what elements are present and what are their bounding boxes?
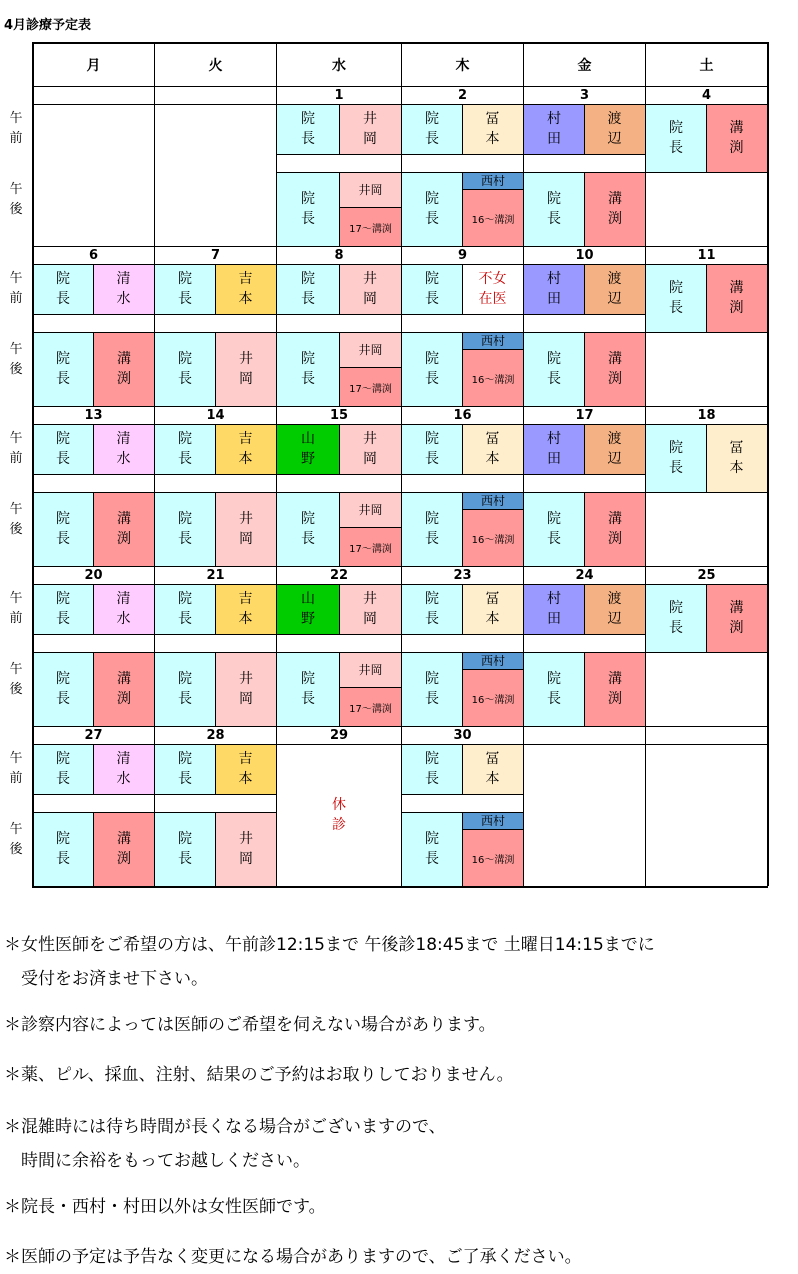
day-number — [33, 87, 154, 104]
day-number: 7 — [155, 247, 276, 264]
doctor-am-cell: 渡 辺 — [584, 584, 645, 634]
grid-line — [276, 42, 277, 886]
doctor-am-cell: 溝 渕 — [706, 584, 767, 652]
doctor-pm-cell: 院 長 — [33, 652, 93, 726]
doctor-pm-top: 井岡 — [340, 492, 401, 527]
grid-line — [706, 264, 707, 332]
day-number: 28 — [155, 727, 276, 744]
note-item: ＊診察内容によっては医師のご希望を伺えない場合があります。 — [4, 1015, 496, 1035]
doctor-am-cell: 院 長 — [33, 584, 93, 634]
doctor-am-cell: 院 長 — [155, 744, 215, 794]
day-number: 11 — [646, 247, 767, 264]
grid-line — [155, 332, 276, 333]
grid-line — [339, 424, 340, 474]
doctor-am-cell: 溝 渕 — [706, 264, 767, 332]
grid-line — [402, 332, 523, 333]
grid-line — [646, 492, 767, 493]
schedule-title: 4月診療予定表 — [4, 18, 92, 33]
grid-line — [277, 474, 401, 475]
grid-line — [277, 634, 401, 635]
grid-line — [155, 314, 276, 315]
grid-line — [277, 492, 401, 493]
grid-line — [706, 104, 707, 172]
grid-line — [93, 744, 94, 794]
doctor-pm-cell: 院 長 — [277, 172, 339, 246]
day-number: 6 — [33, 247, 154, 264]
grid-line — [462, 744, 463, 794]
grid-line — [32, 886, 768, 888]
grid-line — [154, 42, 155, 886]
doctor-am-cell: 村 田 — [524, 584, 584, 634]
doctor-am-cell: 院 長 — [33, 744, 93, 794]
note-item: ＊女性医師をご希望の方は、午前診12:15まで 午後診18:45まで 土曜日14:15までに 受付をお済ませ下さい。 — [4, 935, 655, 989]
grid-line — [32, 42, 34, 886]
pm-label: 午 後 — [9, 342, 23, 377]
doctor-pm-cell: 井 岡 — [216, 652, 276, 726]
doctor-pm-top: 西村 — [463, 812, 523, 829]
doctor-am-cell: 院 長 — [155, 584, 215, 634]
grid-line — [33, 332, 154, 333]
pm-label: 午 後 — [9, 502, 23, 537]
doctor-pm-top: 井岡 — [340, 652, 401, 687]
day-number: 4 — [646, 87, 767, 104]
doctor-am-cell: 院 長 — [646, 264, 706, 332]
grid-line — [93, 584, 94, 634]
doctor-am-cell: 村 田 — [524, 424, 584, 474]
grid-line — [706, 584, 707, 652]
doctor-pm-cell: 井 岡 — [216, 492, 276, 566]
doctor-pm-cell: 院 長 — [277, 492, 339, 566]
grid-line — [402, 492, 523, 493]
doctor-pm-bottom: 16～溝渕 — [463, 830, 523, 886]
am-label: 午 前 — [9, 751, 23, 786]
day-number: 18 — [646, 407, 767, 424]
doctor-am-cell: 冨 本 — [462, 104, 523, 154]
weekday-header: 月 — [33, 43, 154, 86]
grid-line — [32, 246, 768, 247]
day-number: 16 — [402, 407, 523, 424]
day-number: 23 — [402, 567, 523, 584]
doctor-am-cell: 清 水 — [93, 744, 154, 794]
grid-line — [33, 794, 154, 795]
doctor-pm-cell: 院 長 — [524, 492, 584, 566]
grid-line — [524, 332, 645, 333]
doctor-am-cell: 井 岡 — [339, 264, 401, 314]
day-number: 20 — [33, 567, 154, 584]
grid-line — [155, 652, 276, 653]
doctor-am-cell: 院 長 — [402, 264, 462, 314]
grid-line — [524, 314, 645, 315]
doctor-pm-cell: 井 岡 — [216, 812, 276, 886]
grid-line — [646, 172, 767, 173]
doctor-am-cell: 吉 本 — [215, 264, 276, 314]
day-number: 22 — [277, 567, 401, 584]
grid-line — [402, 634, 523, 635]
doctor-am-cell: 吉 本 — [215, 424, 276, 474]
pm-label: 午 後 — [9, 822, 23, 857]
day-number: 10 — [524, 247, 645, 264]
grid-line — [33, 634, 154, 635]
grid-line — [33, 812, 154, 813]
grid-line — [277, 154, 401, 155]
doctor-am-cell: 村 田 — [524, 264, 584, 314]
weekday-header: 火 — [155, 43, 276, 86]
grid-line — [462, 424, 463, 474]
note-item: ＊院長・西村・村田以外は女性医師です。 — [4, 1197, 326, 1217]
doctor-am-cell: 冨 本 — [706, 424, 767, 492]
doctor-pm-top: 西村 — [463, 492, 523, 509]
grid-line — [155, 492, 276, 493]
grid-line — [215, 744, 216, 794]
day-number: 15 — [277, 407, 401, 424]
holiday-cell: 休 診 — [332, 797, 346, 833]
day-number: 9 — [402, 247, 523, 264]
grid-line — [645, 42, 646, 886]
grid-line — [32, 406, 768, 407]
grid-line — [33, 652, 154, 653]
day-number: 21 — [155, 567, 276, 584]
doctor-pm-cell: 院 長 — [155, 652, 215, 726]
doctor-pm-cell: 溝 渕 — [585, 492, 645, 566]
doctor-am-cell: 山 野 — [277, 584, 339, 634]
doctor-am-cell: 院 長 — [277, 104, 339, 154]
grid-line — [524, 172, 645, 173]
doctor-am-cell: 山 野 — [277, 424, 339, 474]
doctor-am-cell: 院 長 — [33, 264, 93, 314]
day-number: 8 — [277, 247, 401, 264]
grid-line — [339, 264, 340, 314]
doctor-am-cell: 溝 渕 — [706, 104, 767, 172]
grid-line — [462, 104, 463, 154]
doctor-pm-cell: 院 長 — [155, 812, 215, 886]
doctor-am-cell: 冨 本 — [462, 424, 523, 474]
grid-line — [32, 584, 768, 585]
grid-line — [402, 474, 523, 475]
doctor-pm-cell: 院 長 — [402, 332, 462, 406]
doctor-pm-cell: 溝 渕 — [585, 652, 645, 726]
grid-line — [524, 154, 645, 155]
day-number: 3 — [524, 87, 645, 104]
doctor-am-cell: 院 長 — [277, 264, 339, 314]
doctor-pm-bottom: 17～溝渕 — [340, 208, 401, 246]
note-item: ＊薬、ピル、採血、注射、結果のご予約はお取りしておりません。 — [4, 1065, 514, 1085]
day-number: 13 — [33, 407, 154, 424]
doctor-am-cell: 井 岡 — [339, 584, 401, 634]
grid-line — [524, 492, 645, 493]
doctor-am-cell: 院 長 — [402, 584, 462, 634]
grid-line — [277, 314, 401, 315]
doctor-pm-cell: 溝 渕 — [94, 652, 154, 726]
doctor-pm-cell: 井 岡 — [216, 332, 276, 406]
doctor-am-cell: 清 水 — [93, 264, 154, 314]
am-label: 午 前 — [9, 111, 23, 146]
grid-line — [32, 424, 768, 425]
doctor-pm-top: 西村 — [463, 332, 523, 349]
grid-line — [401, 42, 402, 886]
doctor-am-cell: 渡 辺 — [584, 424, 645, 474]
grid-line — [155, 634, 276, 635]
grid-line — [277, 652, 401, 653]
doctor-pm-cell: 溝 渕 — [94, 332, 154, 406]
grid-line — [155, 474, 276, 475]
note-item: ＊混雑時には待ち時間が長くなる場合がございますので、 時間に余裕をもってお越しください。 — [4, 1117, 446, 1171]
grid-line — [524, 652, 645, 653]
grid-line — [32, 42, 768, 44]
grid-line — [93, 424, 94, 474]
grid-line — [277, 172, 401, 173]
doctor-am-cell: 院 長 — [402, 424, 462, 474]
grid-line — [402, 794, 523, 795]
grid-line — [462, 584, 463, 634]
doctor-am-cell: 清 水 — [93, 424, 154, 474]
doctor-pm-cell: 院 長 — [155, 492, 215, 566]
grid-line — [32, 566, 768, 567]
day-number — [646, 727, 767, 744]
doctor-pm-cell: 院 長 — [524, 652, 584, 726]
am-label: 午 前 — [9, 431, 23, 466]
grid-line — [215, 584, 216, 634]
grid-line — [339, 104, 340, 154]
grid-line — [767, 42, 769, 886]
day-number: 30 — [402, 727, 523, 744]
doctor-pm-cell: 院 長 — [33, 492, 93, 566]
doctor-am-cell: 渡 辺 — [584, 264, 645, 314]
doctor-am-cell: 不女 在医 — [462, 264, 523, 314]
doctor-am-cell: 冨 本 — [462, 584, 523, 634]
grid-line — [215, 424, 216, 474]
doctor-pm-cell: 院 長 — [402, 172, 462, 246]
doctor-pm-cell: 院 長 — [402, 812, 462, 886]
doctor-pm-top: 西村 — [463, 652, 523, 669]
doctor-pm-cell: 溝 渕 — [94, 812, 154, 886]
weekday-header: 金 — [524, 43, 645, 86]
doctor-am-cell: 村 田 — [524, 104, 584, 154]
doctor-pm-top: 井岡 — [340, 332, 401, 367]
weekday-header: 水 — [277, 43, 401, 86]
doctor-pm-top: 井岡 — [340, 172, 401, 207]
grid-line — [584, 264, 585, 314]
day-number: 14 — [155, 407, 276, 424]
grid-line — [93, 264, 94, 314]
doctor-pm-top: 西村 — [463, 172, 523, 189]
am-label: 午 前 — [9, 591, 23, 626]
grid-line — [402, 154, 523, 155]
doctor-pm-cell: 院 長 — [33, 332, 93, 406]
doctor-pm-bottom: 17～溝渕 — [340, 368, 401, 406]
doctor-am-cell: 冨 本 — [462, 744, 523, 794]
doctor-pm-bottom: 16～溝渕 — [463, 510, 523, 566]
grid-line — [33, 492, 154, 493]
grid-line — [33, 474, 154, 475]
doctor-am-cell: 吉 本 — [215, 744, 276, 794]
grid-line — [402, 172, 523, 173]
day-number: 29 — [277, 727, 401, 744]
doctor-am-cell: 吉 本 — [215, 584, 276, 634]
grid-line — [32, 744, 768, 745]
grid-line — [33, 314, 154, 315]
doctor-am-cell: 院 長 — [155, 264, 215, 314]
day-number: 25 — [646, 567, 767, 584]
doctor-am-cell: 院 長 — [646, 424, 706, 492]
doctor-pm-cell: 院 長 — [524, 172, 584, 246]
grid-line — [706, 424, 707, 492]
grid-line — [524, 474, 645, 475]
doctor-pm-bottom: 16～溝渕 — [463, 190, 523, 246]
day-number: 17 — [524, 407, 645, 424]
grid-line — [155, 812, 276, 813]
grid-line — [523, 42, 524, 886]
doctor-am-cell: 井 岡 — [339, 104, 401, 154]
grid-line — [215, 264, 216, 314]
doctor-pm-cell: 溝 渕 — [585, 332, 645, 406]
doctor-pm-cell: 院 長 — [524, 332, 584, 406]
day-number: 2 — [402, 87, 523, 104]
grid-line — [524, 634, 645, 635]
grid-line — [402, 812, 523, 813]
weekday-header: 木 — [402, 43, 523, 86]
grid-line — [339, 584, 340, 634]
doctor-am-cell: 院 長 — [402, 104, 462, 154]
doctor-am-cell: 院 長 — [33, 424, 93, 474]
grid-line — [584, 584, 585, 634]
doctor-pm-cell: 院 長 — [402, 652, 462, 726]
day-number: 24 — [524, 567, 645, 584]
am-label: 午 前 — [9, 271, 23, 306]
day-number — [524, 727, 645, 744]
doctor-pm-bottom: 16～溝渕 — [463, 670, 523, 726]
weekday-header: 土 — [646, 43, 767, 86]
day-number — [155, 87, 276, 104]
grid-line — [32, 726, 768, 727]
grid-line — [277, 332, 401, 333]
grid-line — [402, 314, 523, 315]
grid-line — [584, 104, 585, 154]
pm-label: 午 後 — [9, 662, 23, 697]
doctor-pm-cell: 院 長 — [277, 332, 339, 406]
day-number: 27 — [33, 727, 154, 744]
note-item: ＊医師の予定は予告なく変更になる場合がありますので、ご了承ください。 — [4, 1247, 582, 1267]
doctor-am-cell: 渡 辺 — [584, 104, 645, 154]
doctor-pm-cell: 院 長 — [402, 492, 462, 566]
doctor-pm-cell: 溝 渕 — [585, 172, 645, 246]
doctor-pm-cell: 院 長 — [155, 332, 215, 406]
doctor-pm-bottom: 17～溝渕 — [340, 688, 401, 726]
grid-line — [646, 332, 767, 333]
doctor-pm-cell: 溝 渕 — [94, 492, 154, 566]
doctor-am-cell: 院 長 — [646, 584, 706, 652]
grid-line — [32, 264, 768, 265]
doctor-pm-cell: 院 長 — [33, 812, 93, 886]
grid-line — [584, 424, 585, 474]
doctor-pm-bottom: 17～溝渕 — [340, 528, 401, 566]
doctor-am-cell: 院 長 — [155, 424, 215, 474]
grid-line — [32, 104, 768, 105]
grid-line — [402, 652, 523, 653]
doctor-am-cell: 院 長 — [646, 104, 706, 172]
doctor-pm-bottom: 16～溝渕 — [463, 350, 523, 406]
doctor-pm-cell: 院 長 — [277, 652, 339, 726]
grid-line — [462, 264, 463, 314]
grid-line — [32, 86, 768, 87]
day-number: 1 — [277, 87, 401, 104]
grid-line — [646, 652, 767, 653]
doctor-am-cell: 院 長 — [402, 744, 462, 794]
doctor-am-cell: 清 水 — [93, 584, 154, 634]
doctor-am-cell: 井 岡 — [339, 424, 401, 474]
pm-label: 午 後 — [9, 182, 23, 217]
grid-line — [155, 794, 276, 795]
